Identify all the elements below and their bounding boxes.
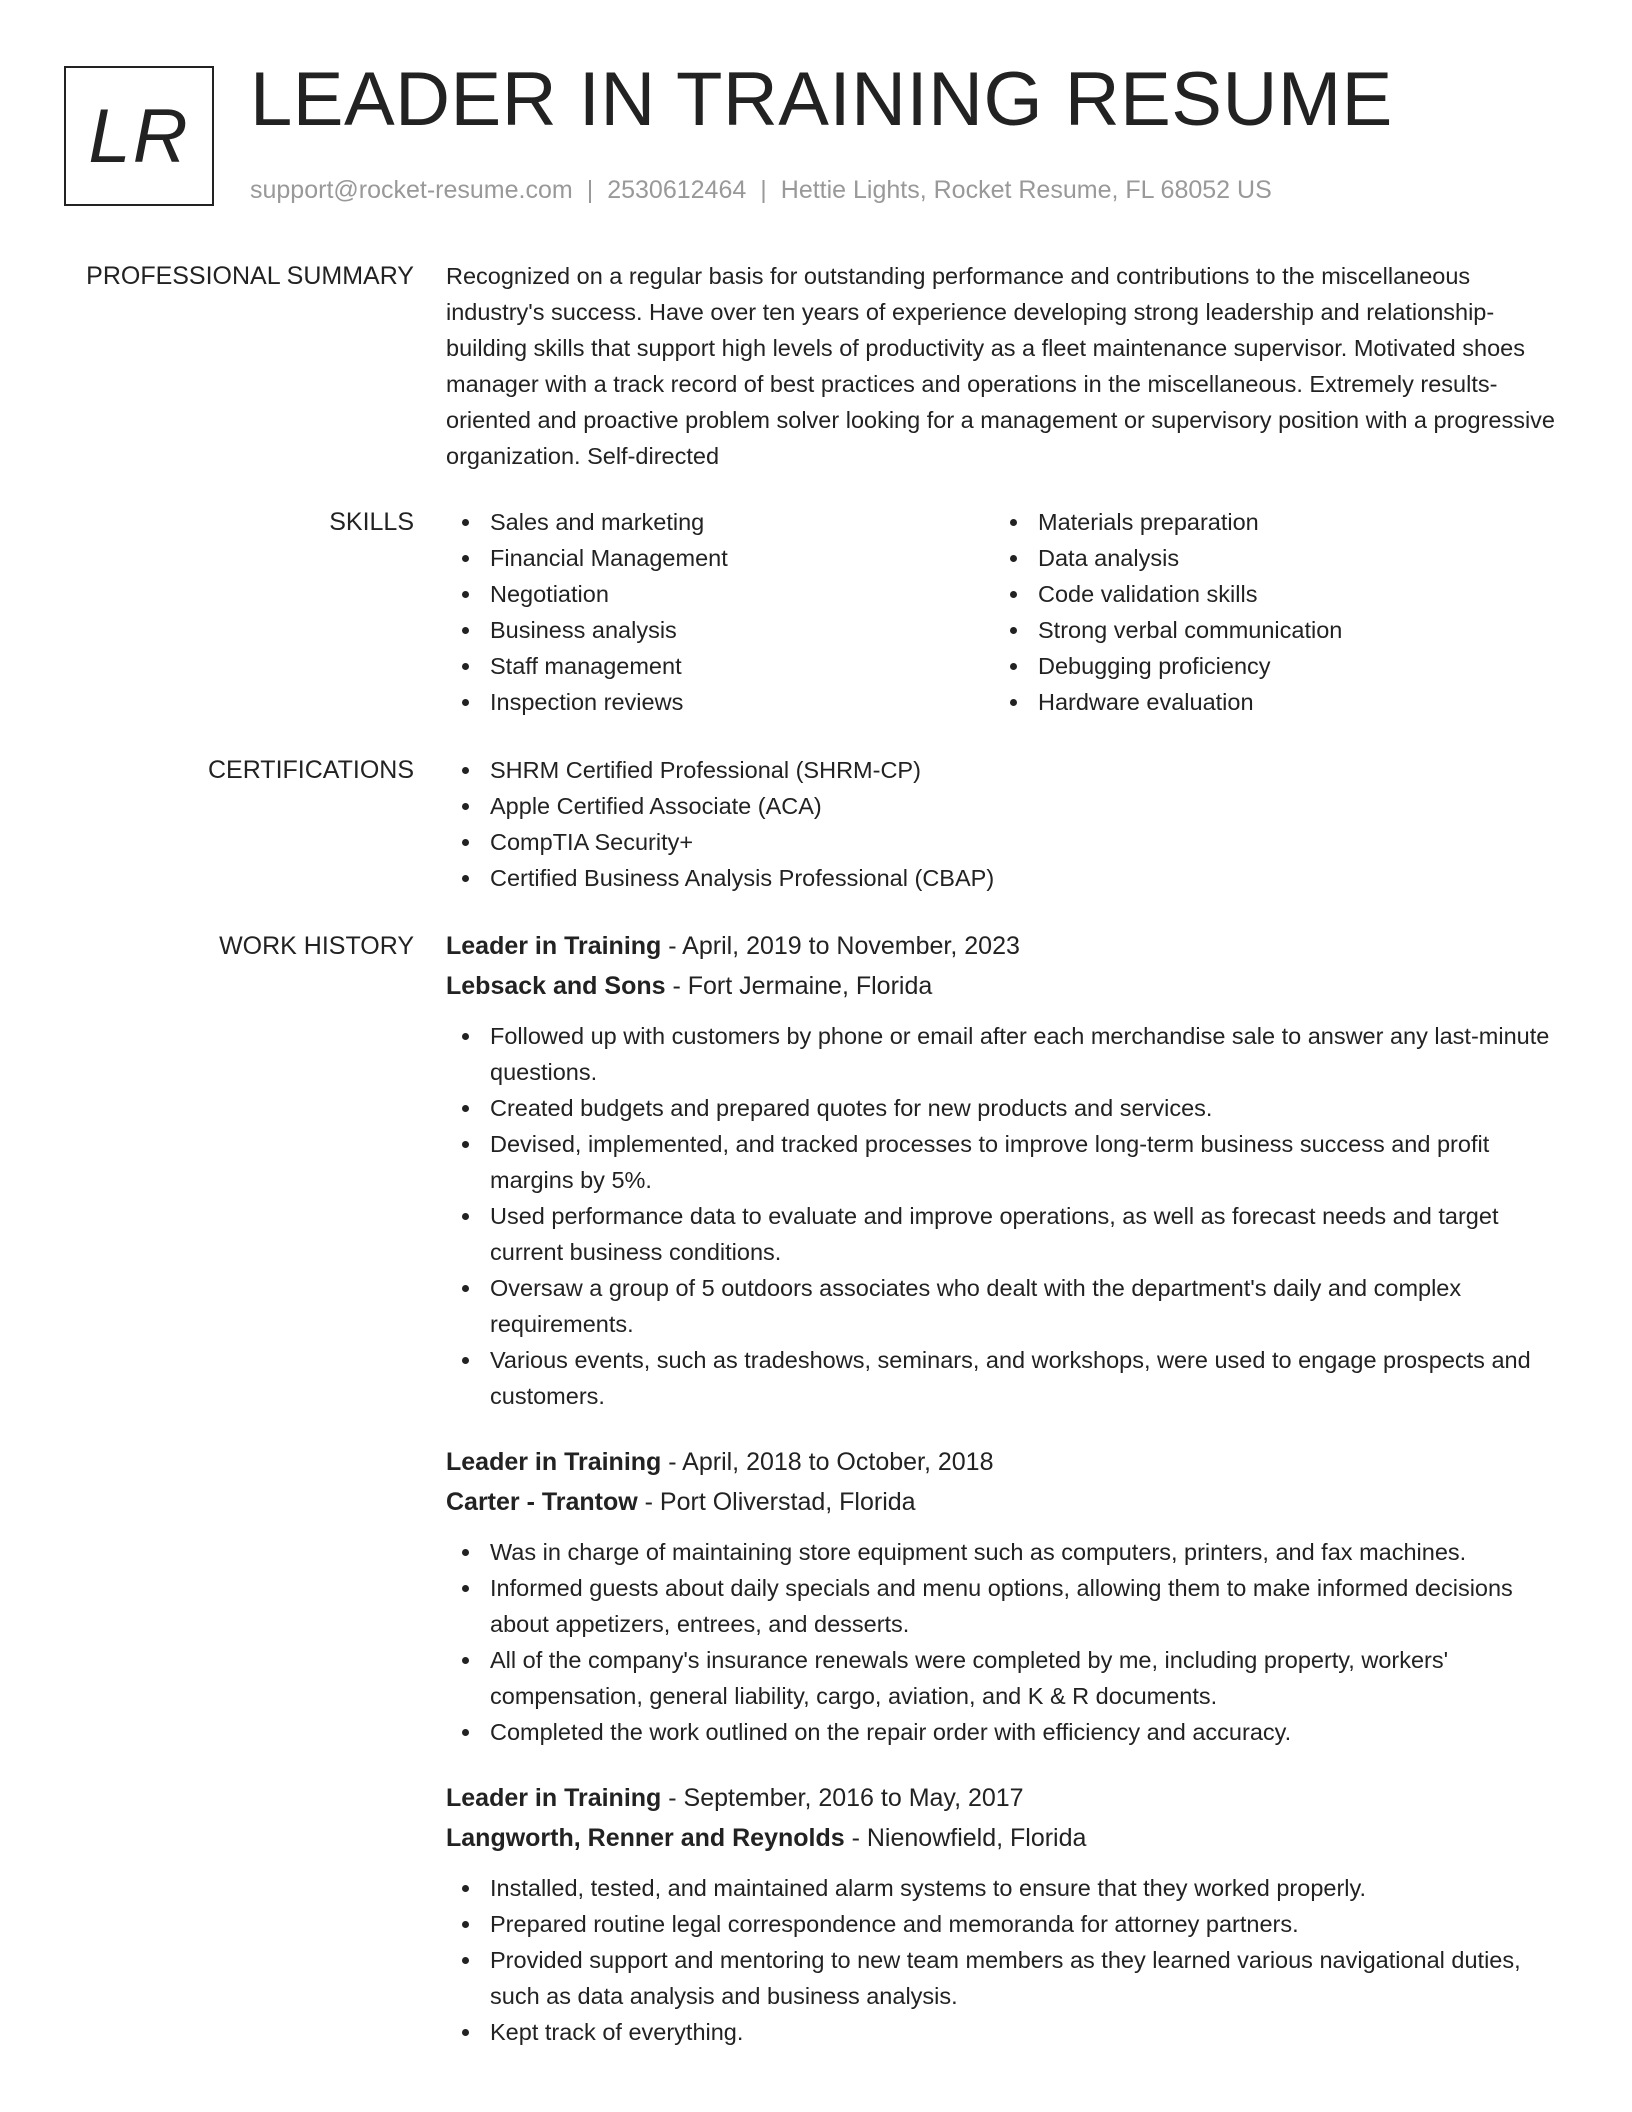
resume-title: LEADER IN TRAINING RESUME [250, 57, 1393, 142]
job-bullet: Kept track of everything. [446, 2014, 1556, 2050]
job-bullet-list [446, 1018, 1556, 1414]
certifications-body [446, 752, 1556, 896]
skills-grid [446, 504, 1556, 720]
certification-item: Apple Certified Associate (ACA) [446, 788, 1556, 824]
job-company: Carter - Trantow [446, 1488, 638, 1516]
job-bullet-list [446, 1870, 1556, 2050]
job-title: Leader in Training [446, 932, 662, 960]
certification-item: CompTIA Security+ [446, 824, 1556, 860]
job-bullet: Created budgets and prepared quotes for new products and services. [446, 1090, 1556, 1126]
summary-body [446, 258, 1556, 474]
job-location: - Fort Jermaine, Florida [665, 972, 933, 1000]
job-bullet: Completed the work outlined on the repair order with efficiency and accuracy. [446, 1714, 1556, 1750]
summary-text: Recognized on a regular basis for outstanding performance and contributions to the miscellaneous industry's success. Have over ten years of experience developing strong leadership and relationship-building skills that support high levels of productivity as a fleet maintenance supervisor. Motivated shoes manager with a track record of best practices and operations in the miscellaneous. Extremely results-oriented and proactive problem solver looking for a management or supervisory position with a progressive organization. Self-directed [446, 263, 1555, 469]
skill-item: Materials preparation [994, 504, 1542, 540]
job-dates: - September, 2016 to May, 2017 [661, 1784, 1024, 1812]
section-label-certifications: CERTIFICATIONS [207, 756, 414, 784]
section-label-work-history: WORK HISTORY [219, 932, 414, 960]
contact-phone: 2530612464 [607, 176, 747, 204]
job-dates: - April, 2019 to November, 2023 [661, 932, 1020, 960]
job-entry [446, 926, 1556, 1414]
skill-item: Data analysis [994, 540, 1542, 576]
contact-address: Hettie Lights, Rocket Resume, FL 68052 US [780, 176, 1272, 204]
work-history-body [446, 926, 1556, 2078]
job-bullet: Provided support and mentoring to new team members as they learned various navigational duties, such as data analysis and business analysis. [446, 1942, 1556, 2014]
job-bullet: Prepared routine legal correspondence and memoranda for attorney partners. [446, 1906, 1556, 1942]
contact-separator: | [760, 176, 767, 204]
job-location: - Nienowfield, Florida [844, 1824, 1087, 1852]
contact-line [250, 174, 1272, 206]
certifications-list [446, 752, 1556, 896]
job-title-line [446, 926, 1556, 966]
certification-item: SHRM Certified Professional (SHRM-CP) [446, 752, 1556, 788]
skill-item: Code validation skills [994, 576, 1542, 612]
skill-item: Strong verbal communication [994, 612, 1542, 648]
section-label-summary: PROFESSIONAL SUMMARY [86, 262, 414, 290]
job-company: Lebsack and Sons [446, 972, 666, 1000]
job-bullet: Informed guests about daily specials and menu options, allowing them to make informed decisions about appetizers, entrees, and desserts. [446, 1570, 1556, 1642]
skill-item: Hardware evaluation [994, 684, 1542, 720]
contact-separator: | [586, 176, 594, 204]
section-label-skills: SKILLS [329, 508, 414, 536]
job-bullet: Was in charge of maintaining store equipment such as computers, printers, and fax machines. [446, 1534, 1556, 1570]
job-title-line [446, 1442, 1556, 1482]
job-company: Langworth, Renner and Reynolds [446, 1824, 845, 1852]
skill-item: Negotiation [446, 576, 994, 612]
skills-list-right [994, 504, 1542, 720]
job-dates: - April, 2018 to October, 2018 [661, 1448, 994, 1476]
job-entry [446, 1442, 1556, 1750]
job-bullet: Various events, such as tradeshows, seminars, and workshops, were used to engage prospects and customers. [446, 1342, 1556, 1414]
skill-item: Financial Management [446, 540, 994, 576]
job-company-line [446, 1482, 1556, 1522]
job-bullet: Used performance data to evaluate and improve operations, as well as forecast needs and target current business conditions. [446, 1198, 1556, 1270]
job-title: Leader in Training [446, 1448, 662, 1476]
job-location: - Port Oliverstad, Florida [637, 1488, 916, 1516]
monogram-logo: LR [64, 66, 214, 206]
skill-item: Business analysis [446, 612, 994, 648]
skills-list-left [446, 504, 994, 720]
certification-item: Certified Business Analysis Professional (CBAP) [446, 860, 1556, 896]
skill-item: Sales and marketing [446, 504, 994, 540]
skill-item: Staff management [446, 648, 994, 684]
job-bullet: All of the company's insurance renewals were completed by me, including property, workers' compensation, general liability, cargo, aviation, and K & R documents. [446, 1642, 1556, 1714]
job-bullet: Followed up with customers by phone or email after each merchandise sale to answer any last-minute questions. [446, 1018, 1556, 1090]
job-bullet-list [446, 1534, 1556, 1750]
skills-body [446, 504, 1556, 720]
job-company-line [446, 966, 1556, 1006]
contact-email: support@rocket-resume.com [250, 176, 573, 204]
job-bullet: Installed, tested, and maintained alarm systems to ensure that they worked properly. [446, 1870, 1556, 1906]
job-title: Leader in Training [446, 1784, 662, 1812]
job-company-line [446, 1818, 1556, 1858]
job-bullet: Devised, implemented, and tracked processes to improve long-term business success and profit margins by 5%. [446, 1126, 1556, 1198]
job-title-line [446, 1778, 1556, 1818]
job-bullet: Oversaw a group of 5 outdoors associates who dealt with the department's daily and complex requirements. [446, 1270, 1556, 1342]
skill-item: Inspection reviews [446, 684, 994, 720]
skill-item: Debugging proficiency [994, 648, 1542, 684]
job-entry [446, 1778, 1556, 2050]
